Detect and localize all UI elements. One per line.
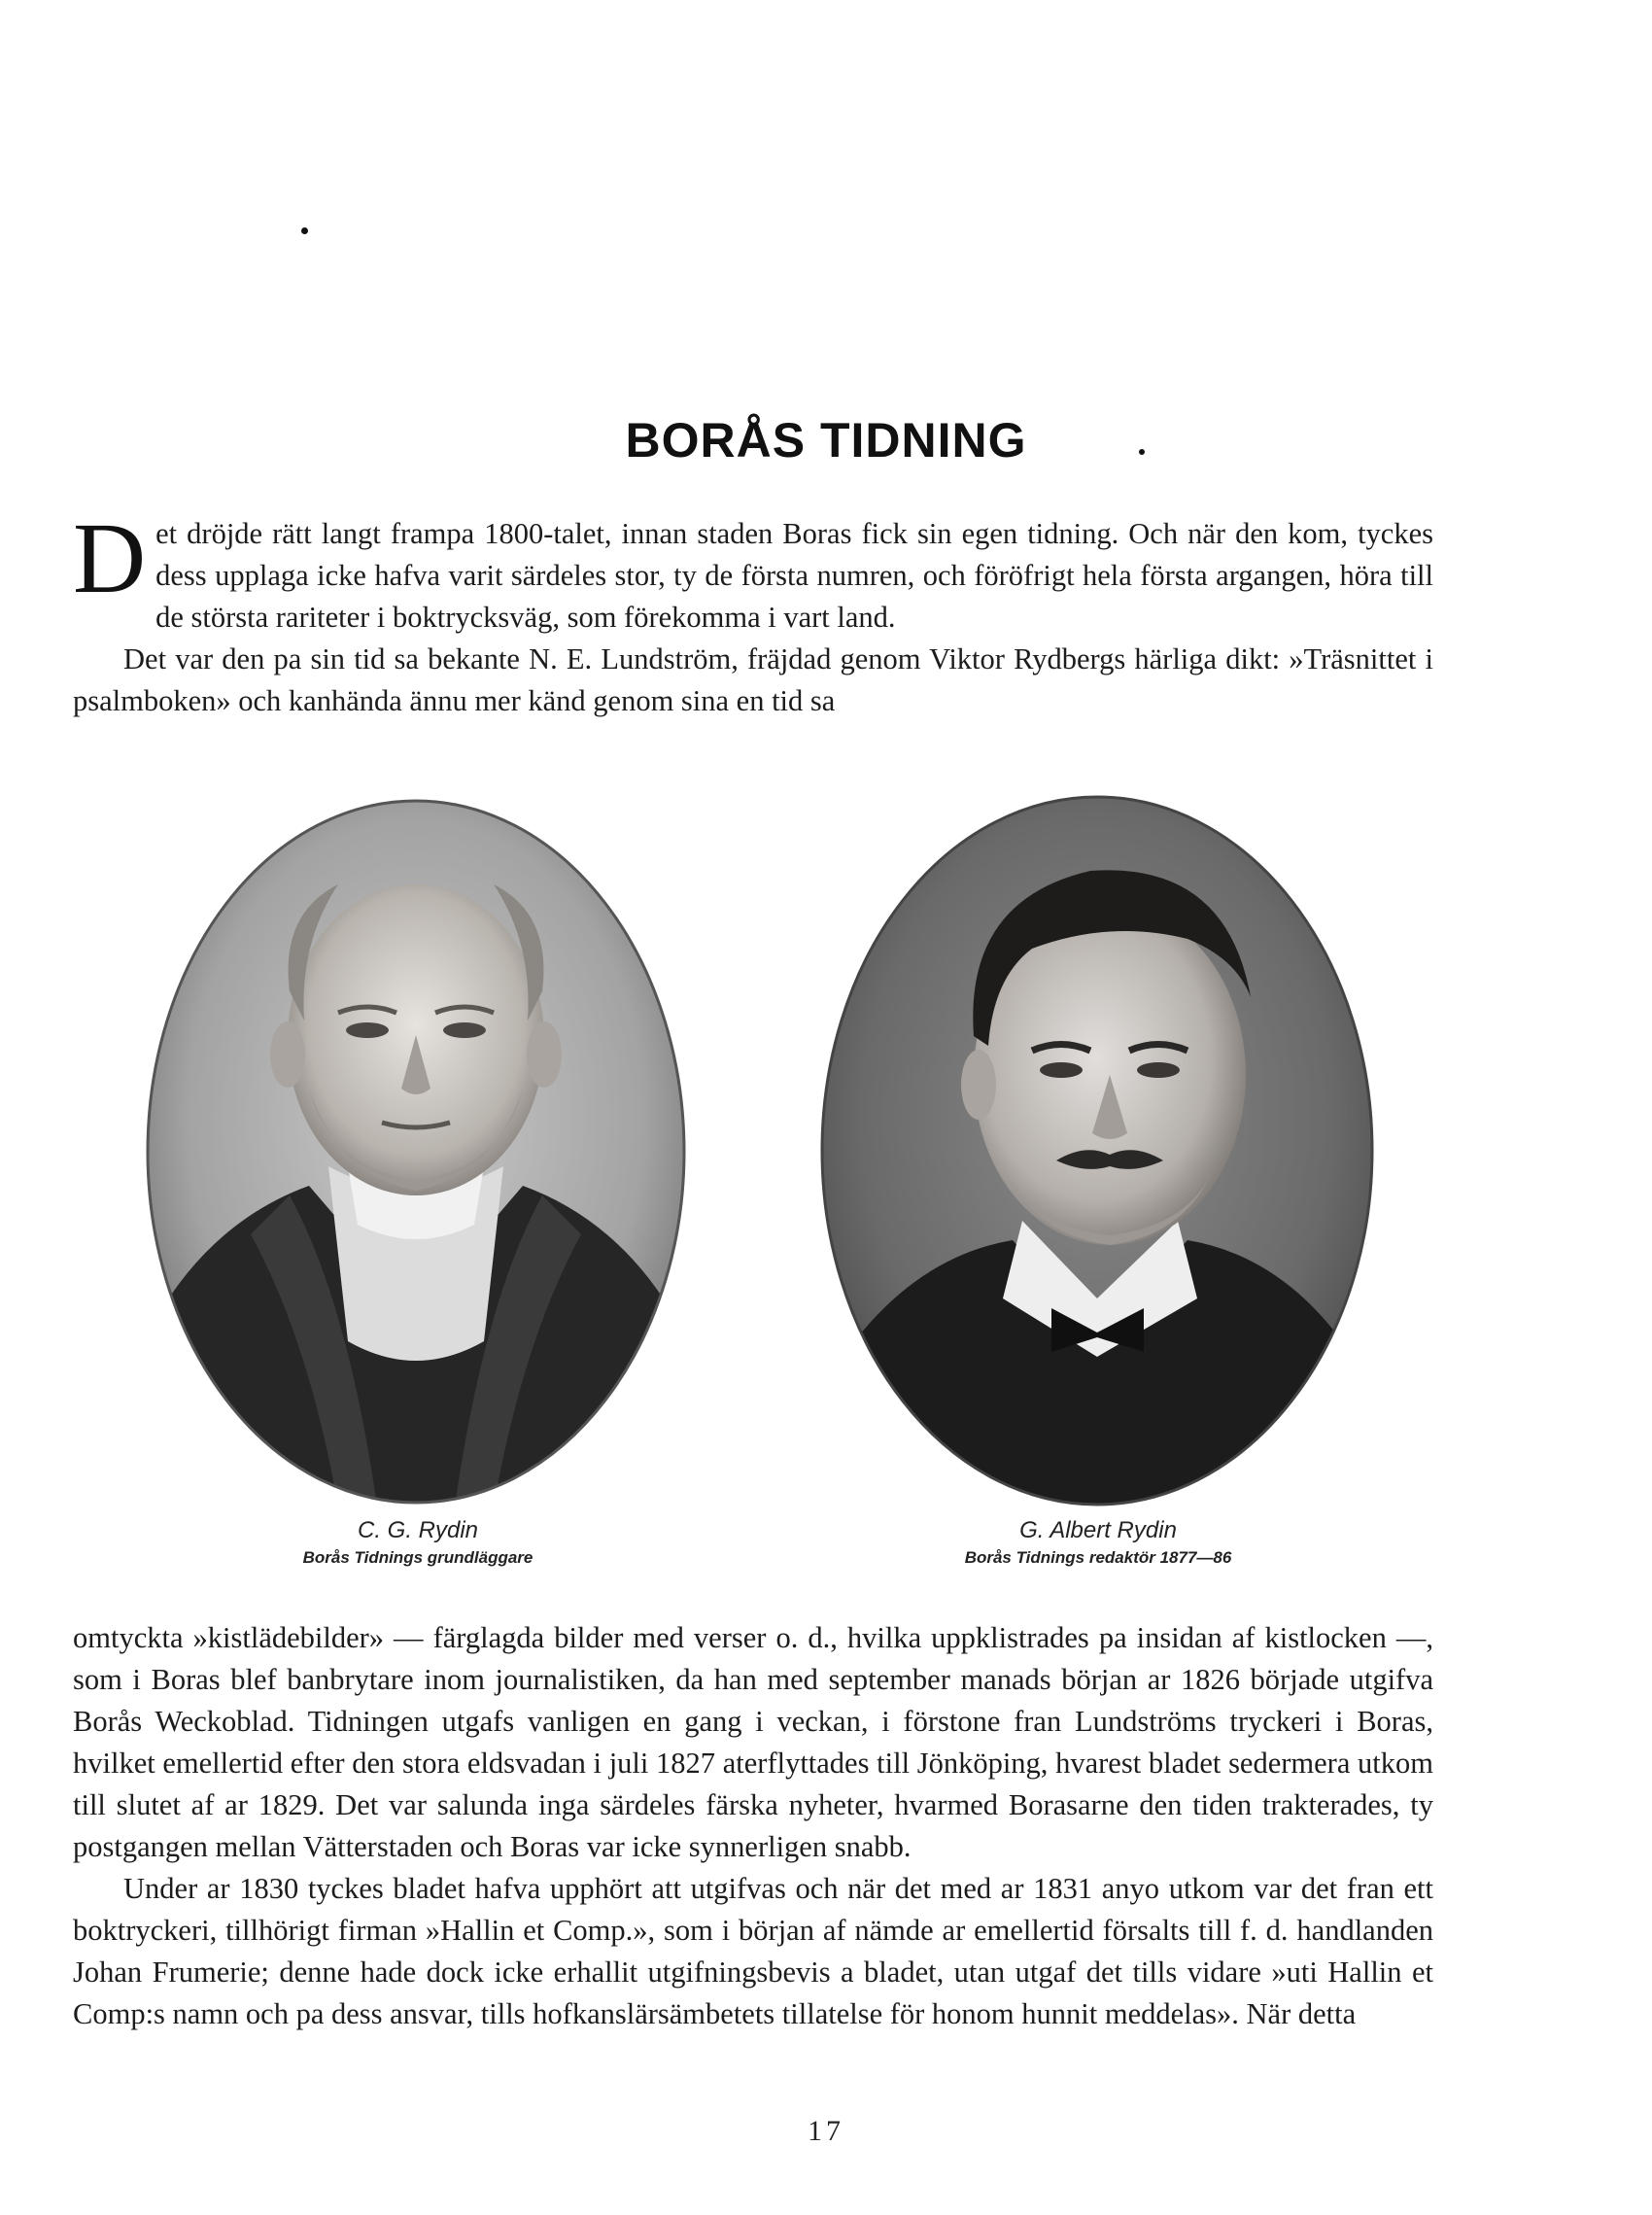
paragraph: omtyckta »kistlädebilder» — färglagda bilder med verser o. d., hvilka uppklistrades pa insidan af kistlocken —, som i Boras blef banbrytare inom journalistiken, da han med september manads början ar 1826 började utgifva Borås Weckoblad. Tidningen utgafs vanligen en gang i veckan, i förstone fran Lundströms tryckeri i Boras, hvilket emellertid efter den stora eldsvadan i juli 1827 aterflyttades till Jönköping, hvarest bladet sedermera utkom till slutet af ar 1829. Det var salunda inga särdeles färska nyheter, hvarmed Borasarne den tiden trakterades, ty postgangen mellan Vätterstaden och Boras var icke synnerligen snabb.	[73, 1621, 1433, 1863]
caption-name: C. G. Rydin	[357, 1517, 479, 1543]
caption-role: Borås Tidnings grundläggare	[302, 1548, 533, 1567]
portrait-photo-g-albert-rydin	[818, 793, 1376, 1508]
caption-role: Borås Tidnings redaktör 1877—86	[964, 1548, 1232, 1567]
portrait-caption	[826, 1516, 1370, 1571]
drop-cap: D	[73, 502, 147, 614]
print-speck	[301, 227, 308, 234]
article-body-top	[73, 502, 1433, 722]
paragraph	[73, 502, 1433, 639]
portrait-caption	[146, 1516, 690, 1571]
paragraph-text: et dröjde rätt langt frampa 1800-talet, innan staden Boras fick sin egen tidning. Och när den kom, tyckes dess upplaga icke hafva varit särdeles stor, ty de första numren, och föröfrigt hela första argangen, höra till de största rariteter i boktrycksväg, som förekomma i vart land.	[155, 517, 1433, 634]
paragraph: Det var den pa sin tid sa bekante N. E. Lundström, fräjdad genom Viktor Rydbergs härliga dikt: »Träsnittet i psalmboken» och kanhända ännu mer känd genom sina en tid sa	[73, 642, 1433, 717]
portrait-photo-cg-rydin	[144, 797, 688, 1506]
caption-name: G. Albert Rydin	[1019, 1517, 1177, 1543]
article-body-bottom	[73, 1617, 1433, 2035]
paragraph: Under ar 1830 tyckes bladet hafva upphört att utgifvas och när det med ar 1831 anyo utkom var det fran ett boktryckeri, tillhörigt firman »Hallin et Comp.», som i början af nämde ar emellertid försalts till f. d. handlanden Johan Frumerie; denne hade dock icke erhallit utgifningsbevis a bladet, utan utgaf det tills vidare »uti Hallin et Comp:s namn och pa dess ansvar, tills hofkanslärsämbetets tillatelse för honom hunnit meddelas». När detta	[73, 1872, 1433, 2030]
page-number: 17	[808, 2115, 844, 2147]
page-title: BORÅS TIDNING	[625, 413, 1027, 467]
